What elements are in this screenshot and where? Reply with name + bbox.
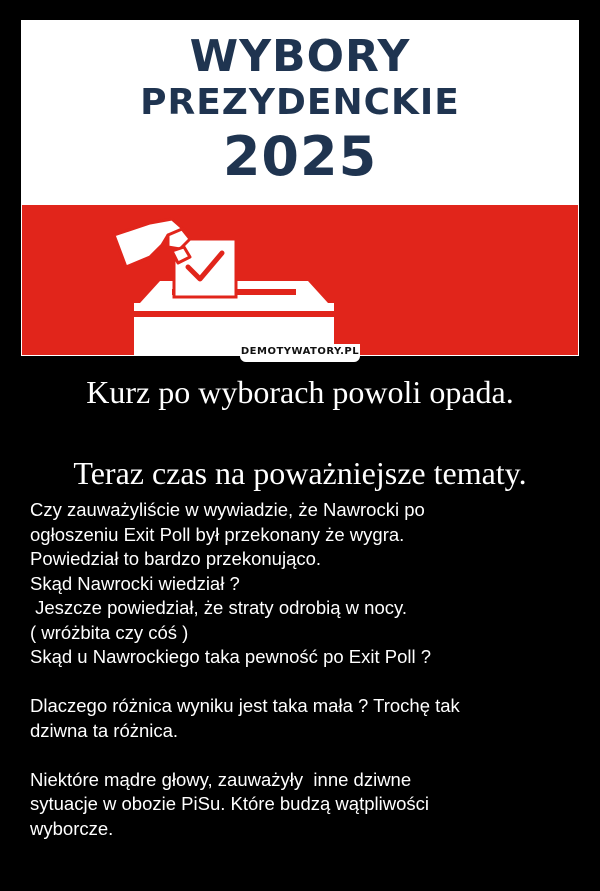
poster-title-year: 2025: [222, 125, 378, 188]
poster-title-line-1: WYBORY: [189, 31, 411, 82]
poster-image: [21, 20, 579, 356]
paragraph-gap: [30, 670, 570, 695]
description-text: [30, 498, 570, 841]
description-line: sytuacje w obozie PiSu. Które budzą wątpliwości: [30, 793, 429, 814]
description-line: Powiedział to bardzo przekonująco.: [30, 548, 322, 569]
ballot-box-icon: [22, 21, 578, 355]
description-line: Skąd Nawrocki wiedział ?: [30, 572, 240, 594]
description-line: Dlaczego różnica wyniku jest taka mała ? Trochę tak: [30, 695, 460, 716]
subheadline: Teraz czas na poważniejsze tematy.: [73, 455, 527, 491]
poster-title-line-2: PREZYDENCKIE: [140, 82, 460, 123]
paragraph-gap: [30, 743, 570, 768]
description-line: Czy zauważyliście w wywiadzie, że Nawrocki po: [30, 499, 425, 520]
description-line: wyborcze.: [30, 817, 114, 839]
description-line: Skąd u Nawrockiego taka pewność po Exit Poll ?: [30, 646, 432, 667]
hand-shape: [114, 219, 190, 267]
description-line: ( wróżbita czy cóś ): [30, 621, 189, 643]
headline: Kurz po wyborach powoli opada.: [86, 374, 514, 410]
description-line: Niektóre mądre głowy, zauważyły inne dziwne: [30, 768, 412, 790]
description-line: Jeszcze powiedział, że straty odrobią w nocy.: [30, 597, 408, 618]
description-line: ogłoszeniu Exit Poll był przekonany że wygra.: [30, 523, 405, 545]
watermark-label: DEMOTYWATORY.PL: [240, 346, 360, 357]
description-line: dziwna ta różnica.: [30, 719, 179, 741]
